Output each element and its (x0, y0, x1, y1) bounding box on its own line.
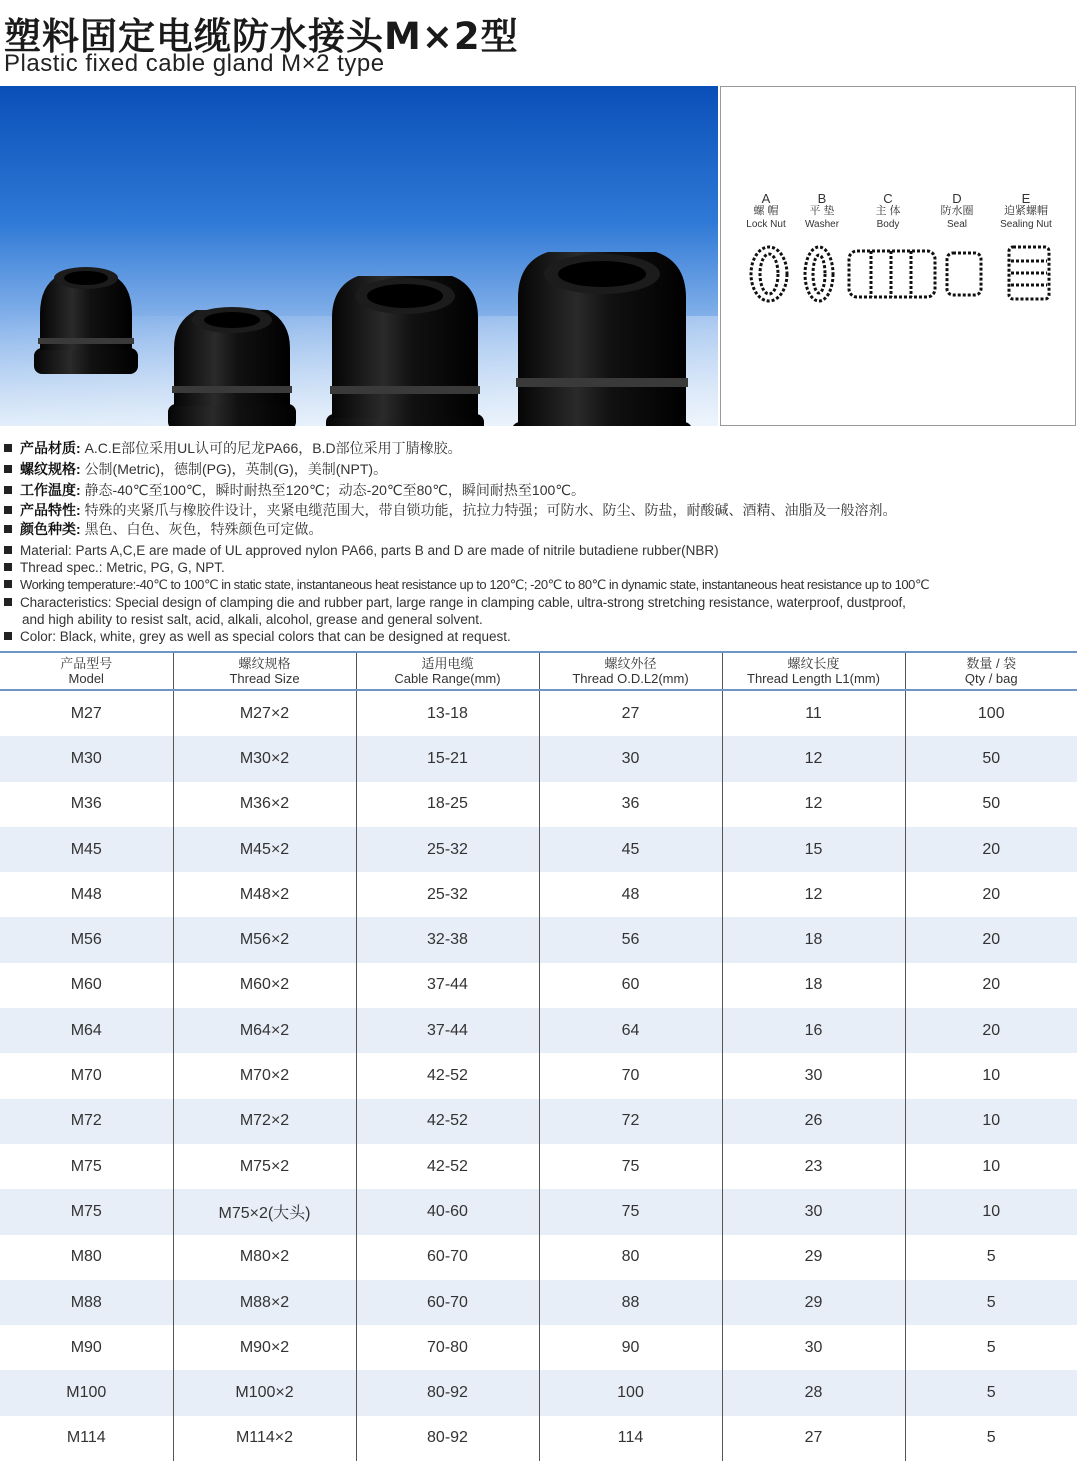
table-row (0, 1325, 1077, 1370)
cell-cable-range: 15-21 (356, 736, 539, 781)
table-row (0, 782, 1077, 827)
header-model: 产品型号 Model (0, 652, 173, 690)
cell-thread-size: M56×2 (173, 917, 356, 962)
cell-thread-od: 72 (539, 1099, 722, 1144)
header-thread-size: 螺纹规格 Thread Size (173, 652, 356, 690)
cell-cable-range: 42-52 (356, 1099, 539, 1144)
cell-model: M36 (70, 795, 102, 813)
cell-cable-range: 70-80 (356, 1325, 539, 1370)
table-row (0, 1099, 1077, 1144)
cell-thread-od: 36 (539, 782, 722, 827)
cell-cable-range: 40-60 (356, 1189, 539, 1234)
cell-qty-bag: 10 (905, 1144, 1077, 1189)
cell-thread-length: 30 (722, 1325, 905, 1370)
cell-thread-length: 29 (722, 1235, 905, 1280)
spec-cn-color: 颜色种类: 黑色、白色、灰色，特殊颜色可定做。 (4, 519, 323, 539)
cell-qty-bag: 50 (905, 782, 1077, 827)
spec-table (0, 651, 1077, 1461)
part-e-label: E 迫紧螺帽 Sealing Nut (1000, 191, 1052, 230)
cell-thread-size: M114×2 (173, 1416, 356, 1461)
cell-qty-bag: 5 (905, 1235, 1077, 1280)
cell-cable-range: 25-32 (356, 827, 539, 872)
cell-thread-size: M75×2(大头) (173, 1189, 356, 1234)
cell-thread-od: 90 (539, 1325, 722, 1370)
cable-glands-image (0, 86, 718, 426)
seal-icon (947, 253, 981, 295)
cell-model: M56 (0, 917, 173, 962)
cell-thread-size: M64×2 (173, 1008, 356, 1053)
cell-cable-range: 37-44 (356, 1008, 539, 1053)
cell-thread-size: M36×2 (173, 782, 356, 827)
spec-cn-temperature: 工作温度: 静态-40℃至100℃，瞬时耐热至120℃；动态-20℃至80℃，瞬间耐热至100℃。 (4, 480, 585, 500)
cell-model: M100 (0, 1370, 173, 1415)
cell-model: M48 (70, 885, 102, 903)
cell-qty-bag: 5 (905, 1416, 1077, 1461)
cell-cable-range: 37-44 (356, 963, 539, 1008)
header-thread-od: 螺纹外径 Thread O.D.L2(mm) (539, 652, 722, 690)
cell-thread-size: M80×2 (173, 1235, 356, 1280)
cell-thread-od: 45 (539, 827, 722, 872)
cell-thread-length: 12 (722, 872, 905, 917)
cell-model: M60 (70, 976, 102, 994)
cell-cable-range: 80-92 (356, 1370, 539, 1415)
cell-thread-od: 80 (539, 1235, 722, 1280)
cell-model: M72 (0, 1099, 173, 1144)
cell-qty-bag: 10 (905, 1053, 1077, 1098)
cell-thread-length: 28 (722, 1370, 905, 1415)
cell-thread-od: 64 (539, 1008, 722, 1053)
cell-thread-od: 75 (539, 1189, 722, 1234)
gland-large (512, 252, 692, 426)
cell-cable-range: 42-52 (356, 1053, 539, 1098)
cell-qty-bag: 5 (905, 1370, 1077, 1415)
cell-thread-size: M45×2 (173, 827, 356, 872)
table-row (0, 1053, 1077, 1098)
cell-thread-length: 29 (722, 1280, 905, 1325)
table-row (0, 1189, 1077, 1234)
part-c-label: C 主 体 Body (875, 191, 901, 230)
cell-qty-bag: 50 (905, 736, 1077, 781)
cell-thread-length: 23 (722, 1144, 905, 1189)
table-row (0, 1008, 1077, 1053)
cell-qty-bag: 10 (905, 1099, 1077, 1144)
cell-cable-range: 60-70 (356, 1235, 539, 1280)
table-row (0, 827, 1077, 872)
spec-en-characteristics-cont: and high ability to resist salt, acid, alkali, alcohol, grease and general solvent. (22, 612, 483, 627)
spec-en-thread: Thread spec.: Metric, PG, G, NPT. (4, 560, 225, 575)
table-row (0, 917, 1077, 962)
cell-thread-od: 100 (539, 1370, 722, 1415)
cell-thread-od: 27 (539, 690, 722, 736)
cell-thread-od: 70 (539, 1053, 722, 1098)
cell-qty-bag: 10 (905, 1189, 1077, 1234)
spec-en-characteristics: Characteristics: Special design of clamping die and rubber part, large range in clamping cable, ultra-strong stretching resistance, waterproof, dustproof, (4, 595, 906, 610)
part-d-label: D 防水圈 Seal (940, 191, 974, 230)
page-title-cn: 塑料固定电缆防水接头M×2型 (4, 15, 519, 58)
part-b-label: B 平 垫 Washer (804, 191, 840, 230)
cell-model: M88 (0, 1280, 173, 1325)
cell-qty-bag: 20 (905, 1008, 1077, 1053)
table-row (0, 690, 1077, 736)
cell-qty-bag: 20 (905, 917, 1077, 962)
product-photo (0, 86, 718, 426)
cell-thread-size: M70×2 (173, 1053, 356, 1098)
gland-medium (326, 276, 484, 426)
cell-thread-size: M72×2 (173, 1099, 356, 1144)
table-row (0, 736, 1077, 781)
cell-cable-range: 42-52 (356, 1144, 539, 1189)
spec-cn-material: 产品材质: A.C.E部位采用UL认可的尼龙PA66，B.D部位采用丁腈橡胶。 (4, 438, 462, 458)
cell-model: M30 (0, 736, 173, 781)
cell-thread-od: 56 (539, 917, 722, 962)
cell-model: M80 (70, 1248, 102, 1266)
cell-thread-od: 60 (539, 963, 722, 1008)
cell-model: M75 (0, 1189, 173, 1234)
cell-thread-od: 88 (539, 1280, 722, 1325)
table-row (0, 872, 1077, 917)
cell-qty-bag: 5 (905, 1325, 1077, 1370)
cell-qty-bag: 5 (905, 1280, 1077, 1325)
exploded-parts-drawing (721, 237, 1075, 337)
cell-thread-size: M27×2 (173, 690, 356, 736)
cell-thread-size: M88×2 (173, 1280, 356, 1325)
cell-model: M64 (0, 1008, 173, 1053)
cell-thread-size: M75×2 (173, 1144, 356, 1189)
header-thread-length: 螺纹长度 Thread Length L1(mm) (722, 652, 905, 690)
spec-en-color: Color: Black, white, grey as well as special colors that can be designed at request. (4, 629, 511, 644)
cell-cable-range: 13-18 (356, 690, 539, 736)
parts-diagram (720, 86, 1076, 426)
cell-qty-bag: 100 (905, 690, 1077, 736)
cell-model: M70 (70, 1067, 102, 1085)
gland-small-1 (34, 267, 138, 374)
cell-thread-size: M30×2 (173, 736, 356, 781)
cell-qty-bag: 20 (905, 963, 1077, 1008)
table-row (0, 963, 1077, 1008)
cell-model: M27 (70, 704, 102, 722)
table-row (0, 1370, 1077, 1415)
cell-model: M75 (70, 1157, 102, 1175)
cell-thread-size: M60×2 (173, 963, 356, 1008)
cell-thread-od: 114 (539, 1416, 722, 1461)
cell-thread-length: 30 (722, 1053, 905, 1098)
spec-cn-characteristics: 产品特性: 特殊的夹紧爪与橡胶件设计，夹紧电缆范围大，带自锁功能，抗拉力特强；可防水、防尘、防盐，耐酸碱、酒精、油脂及一般溶剂。 (4, 500, 897, 520)
spec-en-temperature: Working temperature:-40℃ to 100℃ in static state, instantaneous heat resistance up to 120℃; -20℃ to 80℃ in dynamic state, instantaneous heat resistance up to 100℃ (4, 577, 929, 593)
cell-thread-size: M48×2 (173, 872, 356, 917)
cell-model: M45 (0, 827, 173, 872)
cell-thread-length: 12 (722, 782, 905, 827)
header-qty-bag: 数量 / 袋 Qty / bag (905, 652, 1077, 690)
table-row (0, 1235, 1077, 1280)
page-title-en: Plastic fixed cable gland M×2 type (4, 50, 385, 77)
spec-cn-thread: 螺纹规格: 公制(Metric)，德制(PG)，英制(G)，美制(NPT)。 (4, 459, 387, 479)
cell-thread-size: M100×2 (173, 1370, 356, 1415)
cell-thread-length: 30 (722, 1189, 905, 1234)
cell-cable-range: 80-92 (356, 1416, 539, 1461)
table-row (0, 1280, 1077, 1325)
cell-thread-length: 18 (722, 963, 905, 1008)
cell-thread-length: 26 (722, 1099, 905, 1144)
cell-thread-length: 16 (722, 1008, 905, 1053)
cell-cable-range: 18-25 (356, 782, 539, 827)
cell-thread-od: 30 (539, 736, 722, 781)
cell-cable-range: 60-70 (356, 1280, 539, 1325)
cell-model: M114 (66, 1429, 106, 1447)
cell-cable-range: 32-38 (356, 917, 539, 962)
cell-thread-length: 11 (722, 690, 905, 736)
cell-thread-size: M90×2 (173, 1325, 356, 1370)
cell-thread-od: 75 (539, 1144, 722, 1189)
part-a-label: A 螺 帽 Lock Nut (746, 191, 786, 230)
table-header-row (0, 652, 1077, 690)
cell-qty-bag: 20 (905, 827, 1077, 872)
table-row (0, 1416, 1077, 1461)
cell-cable-range: 25-32 (356, 872, 539, 917)
gland-small-2 (168, 307, 296, 426)
cell-qty-bag: 20 (905, 872, 1077, 917)
cell-model: M90 (70, 1338, 102, 1356)
cell-thread-od: 48 (539, 872, 722, 917)
cell-thread-length: 18 (722, 917, 905, 962)
cell-thread-length: 15 (722, 827, 905, 872)
table-row (0, 1144, 1077, 1189)
cell-thread-length: 12 (722, 736, 905, 781)
spec-en-material: Material: Parts A,C,E are made of UL approved nylon PA66, parts B and D are made of nitrile butadiene rubber(NBR) (4, 543, 719, 558)
header-cable-range: 适用电缆 Cable Range(mm) (356, 652, 539, 690)
cell-thread-length: 27 (722, 1416, 905, 1461)
